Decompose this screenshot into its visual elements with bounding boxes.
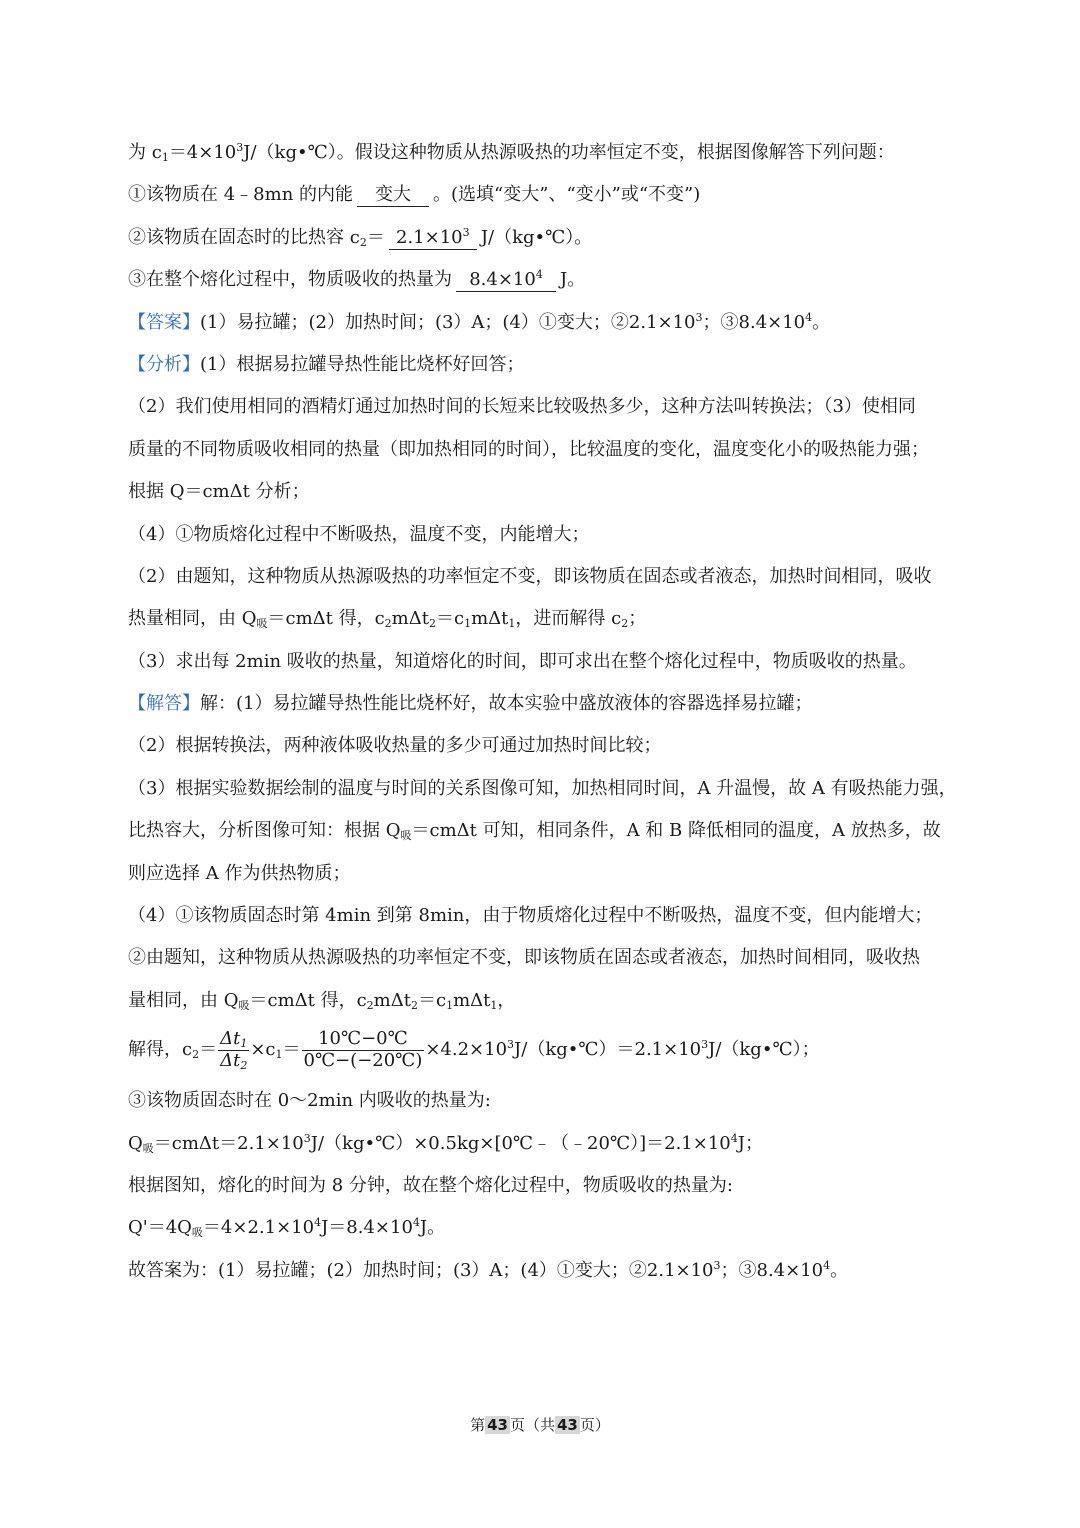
text-line: （4）①物质熔化过程中不断吸热，温度不变，内能增大； [128, 523, 590, 545]
text-line: 比热容大，分析图像可知：根据 $Q_吸=cm\Delta t$ 可知，相同条件，A 和 B 降低相同的温度，A 放热多，故 [128, 820, 941, 843]
text-line: 为 $c_1=4\times 10^3J/(kg•℃)$。假设这种物质从热源吸热的功率恒定不变，根据图像解答下列问题： [128, 141, 895, 164]
answer-line: 【答案】(1）易拉罐；(2）加热时间；(3）A；(4）①变大；$②2.1\times 10^3$；$③8.4\times 10^4$。 [128, 310, 831, 333]
answer-tag: 【答案】 [128, 311, 200, 333]
formula-line: $Q_吸=cm\Delta t=2.1\times 10^3J/(kg•℃)\times 0.5kg\times[0℃﹣(﹣20℃)]=2.1\times 10^4J$； [128, 1131, 763, 1155]
text-line: （2）由题知，这种物质从热源吸热的功率恒定不变，即该物质在固态或者液态，加热时间相同，吸收 [128, 565, 932, 587]
question-item-1: ①该物质在 4﹣8mn 的内能 变大 。(选填“变大”、“变小”或“不变”) [128, 184, 701, 206]
formula-line: $Q'=4Q_吸=4\times 2.1\times 10^4J=8.4\times 10^4J$。 [128, 1216, 446, 1240]
text-line: （3）根据实验数据绘制的温度与时间的关系图像可知，加热相同时间，A 升温慢，故 A 有吸热能力强， [128, 777, 957, 799]
text-line: （2）根据转换法，两种液体吸收热量的多少可通过加热时间比较； [128, 735, 662, 757]
solution-line: 【解答】解：(1）易拉罐导热性能比烧杯好，故本实验中盛放液体的容器选择易拉罐； [128, 693, 813, 715]
page-footer: 第 43 页（共 43 页） [470, 1416, 610, 1434]
analysis-line: 【分析】(1）根据易拉罐导热性能比烧杯好回答； [128, 353, 525, 375]
text-line: 量相同，由 $Q_吸=cm\Delta t$ 得，$c_2m\Delta t_2=c_1m\Delta t_1$， [128, 989, 516, 1012]
text-line: 根据图知，熔化的时间为 8 分钟，故在整个熔化过程中，物质吸收的热量为: [128, 1174, 733, 1196]
text-line: （4）①该物质固态时第 4min 到第 8min，由于物质熔化过程中不断吸热，温度不变，但内能增大； [128, 905, 933, 927]
question-item-2: ②该物质在固态时的比热容 $c_2= 2.1\times 10^3$ J/（kg•℃）。 [128, 225, 593, 249]
document-body [128, 132, 980, 1292]
text-line: 则应选择 A 作为供热物质； [128, 862, 351, 884]
text-line: ②由题知，这种物质从热源吸热的功率恒定不变，即该物质在固态或者液态，加热时间相同，吸收热 [128, 947, 920, 969]
fraction-delta-t: $\frac{\Delta t_1}{\Delta t_2}$ [220, 1027, 248, 1072]
text-line: 根据 Q＝cmΔt 分析； [128, 481, 310, 503]
formula-line: 解得，$c_2=$ $\frac{\Delta t_1}{\Delta t_2}$ $\times c_1=$ $\frac{10℃-0℃}{0℃-(-20℃)}$ $\times 4.2\times 10^3J/(kg•℃)=2.1\times 10^3J/(kg•℃)$； [128, 1027, 820, 1072]
current-page-number: 43 [487, 1416, 508, 1434]
total-page-number: 43 [557, 1416, 578, 1434]
fraction-temperature: $\frac{10℃-0℃}{0℃-(-20℃)}$ [303, 1027, 423, 1071]
text-line: （3）求出每 2min 吸收的热量，知道熔化的时间，即可求出在整个熔化过程中，物质吸收的热量。 [128, 650, 917, 672]
answer-blank: 变大 [357, 184, 429, 207]
text-line: 质量的不同物质吸收相同的热量（即加热相同的时间），比较温度的变化，温度变化小的吸热能力强； [128, 438, 929, 460]
text-line: （2）我们使用相同的酒精灯通过加热时间的长短来比较吸热多少，这种方法叫转换法；（3）使相同 [128, 396, 916, 418]
text-line: ③该物质固态时在 0～2min 内吸收的热量为: [128, 1090, 491, 1112]
final-answer-line: 故答案为：(1）易拉罐；(2）加热时间；(3）A；(4）①变大；$②2.1\times 10^3$；$③8.4\times 10^4$。 [128, 1258, 849, 1281]
solution-tag: 【解答】 [128, 693, 200, 715]
analysis-tag: 【分析】 [128, 353, 200, 375]
answer-blank: $2.1\times 10^3$ [389, 227, 477, 250]
text-line: 热量相同，由 $Q_吸=cm\Delta t$ 得，$c_2m\Delta t_2=c_1m\Delta t_1$，进而解得 $c_2$； [128, 608, 647, 631]
answer-blank: $8.4\times 10^4$ [456, 269, 556, 292]
question-item-3: ③在整个熔化过程中，物质吸收的热量为 $8.4\times 10^4$ J。 [128, 268, 586, 291]
